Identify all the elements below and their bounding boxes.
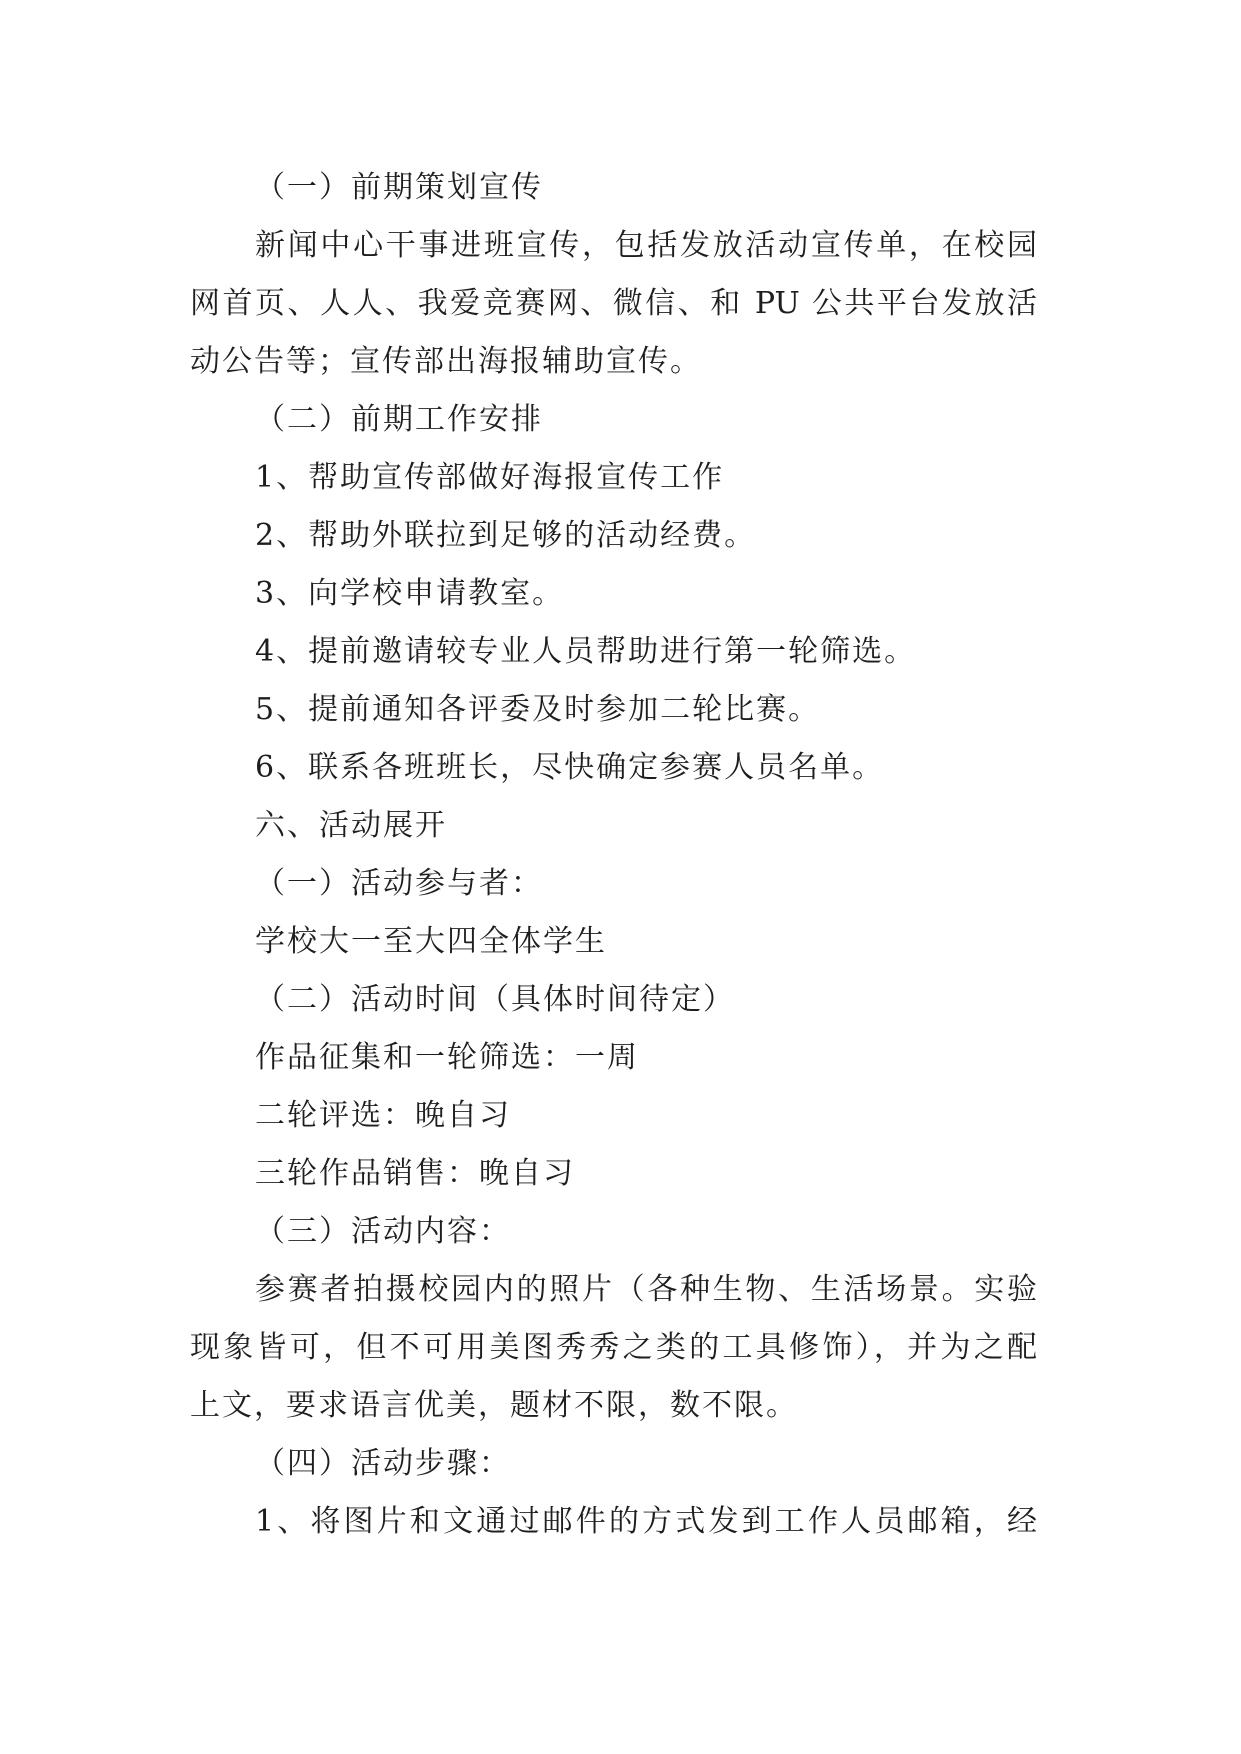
list-item: 4、提前邀请较专业人员帮助进行第一轮筛选。 (255, 634, 917, 669)
paragraph-line: 动公告等；宣传部出海报辅助宣传。 (190, 344, 702, 379)
paragraph-line: 学校大一至大四全体学生 (255, 924, 607, 959)
section-heading-early-planning: （一）前期策划宣传 (255, 170, 543, 205)
paragraph-line: 二轮评选：晚自习 (255, 1098, 511, 1133)
subsection-heading-content: （三）活动内容： (255, 1214, 511, 1249)
paragraph-line: 现象皆可，但不可用美图秀秀之类的工具修饰），并为之配 (190, 1330, 1037, 1365)
section-heading-early-arrangements: （二）前期工作安排 (255, 402, 543, 437)
paragraph-line: 网首页、人人、我爱竞赛网、微信、和 PU 公共平台发放活 (190, 286, 1037, 321)
paragraph-line: 上文，要求语言优美，题材不限，数不限。 (190, 1388, 798, 1423)
subsection-heading-participants: （一）活动参与者： (255, 866, 543, 901)
list-item: 5、提前通知各评委及时参加二轮比赛。 (255, 692, 821, 727)
list-item: 1、帮助宣传部做好海报宣传工作 (255, 460, 725, 495)
list-item: 3、向学校申请教室。 (255, 576, 565, 611)
list-item: 6、联系各班班长，尽快确定参赛人员名单。 (255, 750, 885, 785)
paragraph-line: 新闻中心干事进班宣传，包括发放活动宣传单，在校园 (255, 228, 1037, 263)
paragraph-line: 参赛者拍摄校园内的照片（各种生物、生活场景。实验 (255, 1272, 1037, 1307)
subsection-heading-time: （二）活动时间（具体时间待定） (255, 982, 735, 1017)
paragraph-line: 三轮作品销售：晚自习 (255, 1156, 575, 1191)
subsection-heading-steps: （四）活动步骤： (255, 1446, 511, 1481)
list-item: 2、帮助外联拉到足够的活动经费。 (255, 518, 757, 553)
section-heading-activity: 六、活动展开 (255, 808, 447, 843)
paragraph-line: 作品征集和一轮筛选：一周 (255, 1040, 639, 1075)
paragraph-line: 1、将图片和文通过邮件的方式发到工作人员邮箱，经 (255, 1504, 1037, 1539)
